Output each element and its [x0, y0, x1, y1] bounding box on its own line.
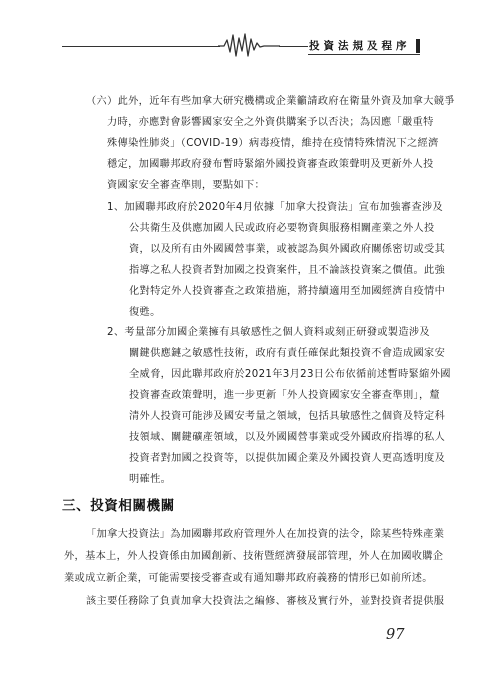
header-title-underline: [308, 54, 420, 55]
list-item-1-line: 1、加國聯邦政府於2020年4月依據「加拿大投資法」宣布加強審查涉及: [107, 202, 444, 213]
list-item-2-line: 投資者對加國之投資等，以提供加國企業及外國投資人更高透明度及: [129, 453, 446, 464]
list-item-1-line: 資，以及所有由外國國營事業，或被認為與外國政府關係密切或受其: [129, 244, 446, 255]
paragraph-six-line: （六）此外，近年有些加拿大研究機構或企業籲請政府在衛量外資及加拿大競爭: [86, 96, 455, 107]
running-header-title: 投資法規及程序: [309, 40, 411, 52]
section-heading: 三、投資相關機關: [62, 498, 175, 514]
body-paragraph-line: 「加拿大投資法」為加國聯邦政府管理外人在加投資的法令，除某些特殊產業: [86, 529, 445, 540]
list-item-2-line: 關鍵供應鏈之敏感性技術，政府有責任確保此類投資不會造成國家安: [129, 348, 446, 359]
paragraph-six-line: 穩定，加國聯邦政府發布暫時緊縮外國投資審查政策聲明及更新外人投: [107, 159, 434, 170]
paragraph-six-line: 力時，亦應對會影響國家安全之外資供購案予以否決；為因應「嚴重特: [107, 117, 434, 128]
list-item-2-line: 投資審查政策聲明，進一步更新「外人投資國家安全審查準則」，釐: [129, 390, 441, 401]
list-item-2-line: 清外人投資可能涉及國安考量之領域，包括具敏感性之個資及特定科: [129, 411, 446, 422]
page-number: 97: [386, 627, 405, 643]
list-item-1-line: 指導之私人投資者對加國之投資案件，且不論該投資案之價值。此強: [129, 265, 446, 276]
list-item-2-line: 技領域、關鍵礦產領域，以及外國國營事業或受外國政府指導的私人: [129, 432, 446, 443]
list-item-1-line: 化對特定外人投資審查之政策措施，將持續適用至加國經濟自疫情中: [129, 286, 446, 297]
paragraph-six-line: 殊傳染性肺炎」（COVID-19）病毒疫情，維持在疫情特殊情況下之經濟: [107, 138, 439, 149]
list-item-1-line: 復甦。: [129, 307, 161, 318]
header-tab-marker: [416, 39, 420, 53]
header-rule-left: [62, 46, 220, 47]
paragraph-six-line: 資國家安全審查準則，要點如下：: [107, 180, 266, 191]
heartbeat-wave-icon: [218, 32, 280, 58]
list-item-1-line: 公共衛生及供應加國人民或政府必要物資與服務相關產業之外人投: [129, 223, 435, 234]
list-item-2-line: 2、考量部分加國企業擁有具敏感性之個人資料或刻正研發或製造涉及: [107, 327, 430, 338]
list-item-2-line: 全威脅，因此聯邦政府於2021年3月23日公布依循前述暫時緊縮外國: [129, 369, 451, 380]
body-paragraph-line: 外，基本上，外人投資係由加國創新、技術暨經濟發展部管理，外人在加國收購企: [64, 551, 444, 562]
list-item-2-line: 明確性。: [129, 474, 172, 485]
header-rule-right: [279, 46, 308, 47]
body-paragraph-line: 業或成立新企業，可能需要接受審查或有通知聯邦政府義務的情形已如前所述。: [64, 573, 433, 584]
body-paragraph-line: 該主要任務除了負責加拿大投資法之編修、審核及實行外，並對投資者提供服: [86, 596, 445, 607]
